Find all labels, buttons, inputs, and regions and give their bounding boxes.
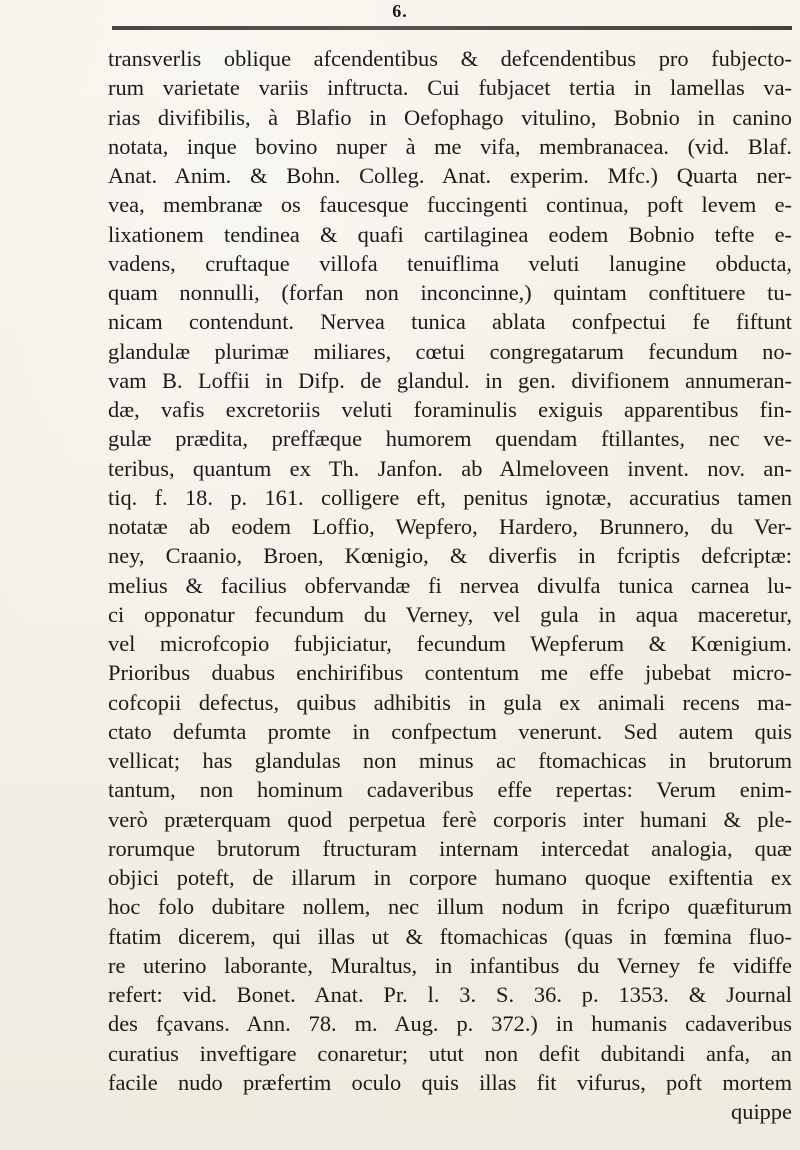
text-line: des fçavans. Ann. 78. m. Aug. p. 372.) in humanis cadaveribus <box>108 1011 792 1037</box>
text-line: teribus, quantum ex Th. Janfon. ab Almeloveen invent. nov. an- <box>108 455 792 481</box>
text-line: notatæ ab eodem Loffio, Wepfero, Hardero, Brunnero, du Ver- <box>108 514 792 539</box>
text-line: facile nudo præfertim oculo quis illas fit vifurus, poft mortem <box>108 1069 792 1095</box>
text-line: vam B. Loffii in Difp. de glandul. in gen. divifionem annumeran- <box>108 367 792 393</box>
text-line: tiq. f. 18. p. 161. colligere eft, penitus ignotæ, accuratius tamen <box>108 484 792 510</box>
text-line: cofcopii defectus, quibus adhibitis in gula ex animali recens ma- <box>108 689 792 715</box>
text-line: curatius inveftigare conaretur; utut non defit dubitandi anfa, an <box>108 1040 792 1066</box>
text-line: refert: vid. Bonet. Anat. Pr. l. 3. S. 36. p. 1353. & Journal <box>108 982 792 1007</box>
text-line: re uterino laborante, Muraltus, in infantibus du Verney fe vidiffe <box>108 952 792 978</box>
text-line: transverlis oblique afcendentibus & defcendentibus pro fubjecto- <box>108 46 792 71</box>
text-line: rum varietate variis inftructa. Cui fubjacet tertia in lamellas va- <box>108 75 792 101</box>
text-line: quippe <box>731 1099 792 1124</box>
text-line: rorumque brutorum ftructuram internam intercedat analogia, quæ <box>108 835 792 861</box>
text-line: melius & facilius obfervandæ fi nervea divulfa tunica carnea lu- <box>108 572 792 598</box>
text-line: objici poteft, de illarum in corpore humano quoque exiftentia ex <box>108 865 792 890</box>
text-line: vadens, cruftaque villofa tenuiflima veluti lanugine obducta, <box>108 250 792 276</box>
text-line: verò præterquam quod perpetua ferè corporis inter humani & ple- <box>108 806 792 832</box>
text-line: lixationem tendinea & quafi cartilaginea eodem Bobnio tefte e- <box>108 221 792 247</box>
text-line: ftatim dicerem, qui illas ut & ftomachicas (quas in fœmina fluo- <box>108 923 792 949</box>
text-line: vea, membranæ os faucesque fuccingenti continua, poft levem e- <box>108 192 792 218</box>
text-line: ci opponatur fecundum du Verney, vel gula in aqua maceretur, <box>108 601 792 627</box>
text-line: vel microfcopio fubjiciatur, fecundum Wepferum & Kœnigium. <box>108 631 792 656</box>
text-line: ney, Craanio, Broen, Kœnigio, & diverfis in fcriptis defcriptæ: <box>108 543 792 569</box>
text-line: rias divifibilis, à Blafio in Oefophago vitulino, Bobnio in canino <box>108 104 792 130</box>
text-line: notata, inque bovino nuper à me vifa, membranacea. (vid. Blaf. <box>108 133 792 159</box>
text-line: ctato defumta promte in confpectum venerunt. Sed autem quis <box>108 718 792 744</box>
text-line: Anat. Anim. & Bohn. Colleg. Anat. experim. Mfc.) Quarta ner- <box>108 163 792 188</box>
text-line: glandulæ plurimæ miliares, cœtui congregatarum fecundum no- <box>108 338 792 364</box>
text-line: vellicat; has glandulas non minus ac ftomachicas in brutorum <box>108 748 792 773</box>
text-line: gulæ prædita, preffæque humorem quendam ftillantes, nec ve- <box>108 426 792 452</box>
text-line: tantum, non hominum cadaveribus effe repertas: Verum enim- <box>108 777 792 803</box>
page-number: 6. <box>392 1 408 21</box>
text-line: dæ, vafis excretoriis veluti foraminulis exiguis apparentibus fin- <box>108 397 792 422</box>
text-line: nicam contendunt. Nervea tunica ablata confpectui fe fiftunt <box>108 309 792 335</box>
text-line: hoc folo dubitare nollem, nec illum nodum in fcripo quæfiturum <box>108 894 792 920</box>
body-text <box>108 44 792 1126</box>
text-line: quam nonnulli, (forfan non inconcinne,) quintam conftituere tu- <box>108 280 792 305</box>
text-line: Prioribus duabus enchirifibus contentum me effe jubebat micro- <box>108 660 792 686</box>
header-rule <box>112 26 792 30</box>
